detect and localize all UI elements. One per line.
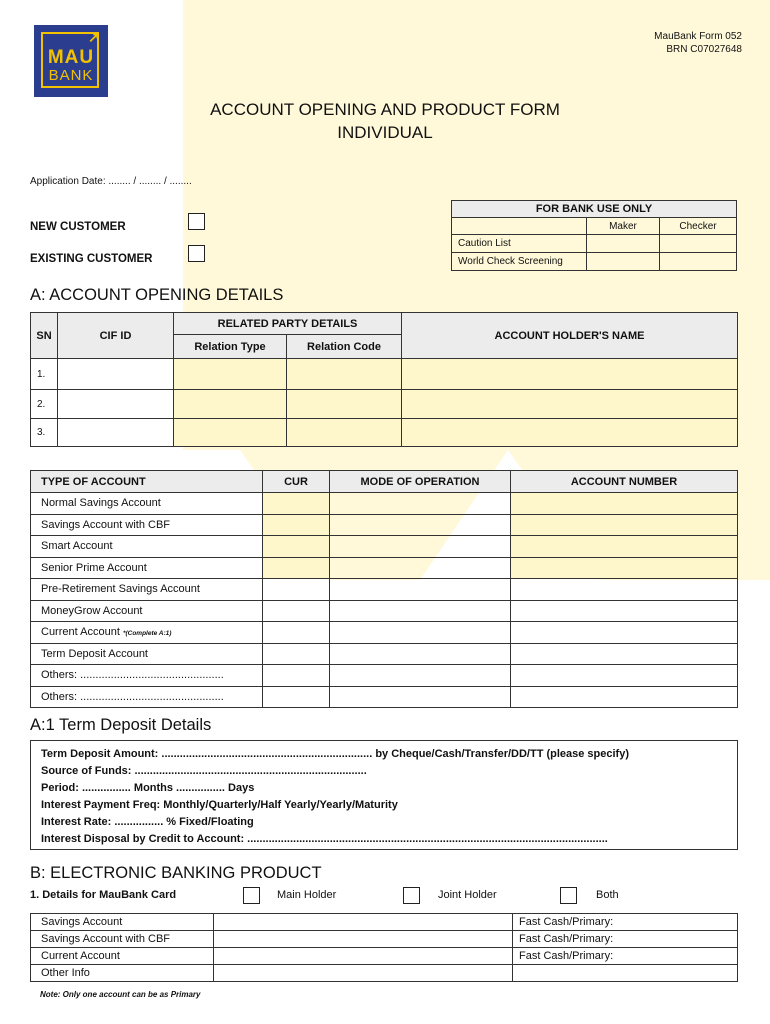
table-row: Savings Account with CBF Fast Cash/Primary: (31, 931, 738, 948)
term-deposit-box (30, 740, 738, 850)
table-row: Senior Prime Account (31, 557, 738, 579)
table-row: Current Account Fast Cash/Primary: (31, 948, 738, 965)
holder-name-header: ACCOUNT HOLDER'S NAME (402, 313, 738, 359)
table-row: Other Info (31, 965, 738, 982)
table-row: Normal Savings Account (31, 493, 738, 515)
worldcheck-checker-cell[interactable] (660, 253, 737, 271)
holder-name-cell[interactable] (402, 359, 738, 390)
td-source-field[interactable]: Source of Funds: ............................................................................ (41, 765, 367, 777)
form-number: MauBank Form 052 BRN C07027648 (654, 31, 742, 55)
td-interest-freq-field[interactable]: Interest Payment Freq: Monthly/Quarterly/Half Yearly/Yearly/Maturity (41, 799, 398, 811)
maker-header: Maker (587, 218, 660, 235)
relation-type-cell[interactable] (174, 359, 287, 390)
joint-holder-label: Joint Holder (438, 889, 497, 901)
both-checkbox[interactable] (560, 887, 577, 904)
table-row: Others: ............................................... (31, 686, 738, 708)
bank-use-title: FOR BANK USE ONLY (452, 201, 737, 218)
new-customer-checkbox[interactable] (188, 213, 205, 230)
current-account-label: Current Account (41, 626, 120, 639)
table-row (31, 622, 738, 644)
section-b-title: B: ELECTRONIC BANKING PRODUCT (30, 864, 322, 882)
relation-type-cell[interactable] (174, 419, 287, 447)
table-row: Others: ............................................... (31, 665, 738, 687)
table-row: Term Deposit Account (31, 643, 738, 665)
section-a-title: A: ACCOUNT OPENING DETAILS (30, 286, 284, 304)
bank-use-table (451, 200, 737, 271)
table-row: 2. (31, 390, 738, 419)
card-details-label: 1. Details for MauBank Card (30, 889, 177, 901)
both-label: Both (596, 889, 619, 901)
table-row: Pre-Retirement Savings Account (31, 579, 738, 601)
relation-type-cell[interactable] (174, 390, 287, 419)
card-accounts-table (30, 913, 738, 982)
existing-customer-checkbox[interactable] (188, 245, 205, 262)
cur-header: CUR (263, 471, 330, 493)
relation-code-header: Relation Code (287, 335, 402, 359)
page-title: ACCOUNT OPENING AND PRODUCT FORM INDIVIDUAL (210, 100, 560, 142)
main-holder-label: Main Holder (277, 889, 337, 901)
checker-header: Checker (660, 218, 737, 235)
related-party-header: RELATED PARTY DETAILS (174, 313, 402, 335)
cif-cell[interactable] (58, 359, 174, 390)
td-interest-rate-field[interactable]: Interest Rate: ................ % Fixed/Floating (41, 816, 254, 828)
td-amount-field[interactable]: Term Deposit Amount: ..................................................................... by Cheque/Cash/Transfer/DD/TT (please specify) (41, 748, 630, 760)
mode-header: MODE OF OPERATION (330, 471, 511, 493)
cif-header: CIF ID (58, 313, 174, 359)
existing-customer-label: EXISTING CUSTOMER (30, 253, 153, 265)
account-opening-table (30, 312, 738, 447)
relation-code-cell[interactable] (287, 390, 402, 419)
current-account-note: *(Complete A:1) (122, 630, 172, 638)
relation-code-cell[interactable] (287, 419, 402, 447)
section-a1-title: A:1 Term Deposit Details (30, 716, 212, 734)
worldcheck-maker-cell[interactable] (587, 253, 660, 271)
primary-note: Note: Only one account can be as Primary (40, 990, 201, 999)
joint-holder-checkbox[interactable] (403, 887, 420, 904)
maubank-logo: ↗ MAU BANK (34, 25, 108, 97)
table-row: 1. (31, 359, 738, 390)
caution-maker-cell[interactable] (587, 235, 660, 253)
table-row: Savings Account with CBF (31, 514, 738, 536)
sn-header: SN (31, 313, 58, 359)
holder-name-cell[interactable] (402, 390, 738, 419)
td-interest-disposal-field[interactable]: Interest Disposal by Credit to Account: ...................................................................................................................... (41, 833, 608, 845)
caution-checker-cell[interactable] (660, 235, 737, 253)
account-type-table (30, 470, 738, 708)
table-row: MoneyGrow Account (31, 600, 738, 622)
relation-code-cell[interactable] (287, 359, 402, 390)
main-holder-checkbox[interactable] (243, 887, 260, 904)
cif-cell[interactable] (58, 419, 174, 447)
application-date-field[interactable]: Application Date: ........ / ........ / ........ (30, 176, 192, 187)
type-header: TYPE OF ACCOUNT (31, 471, 263, 493)
world-check-label: World Check Screening (452, 253, 587, 271)
cif-cell[interactable] (58, 390, 174, 419)
table-row: 3. (31, 419, 738, 447)
holder-name-cell[interactable] (402, 419, 738, 447)
relation-type-header: Relation Type (174, 335, 287, 359)
caution-list-label: Caution List (452, 235, 587, 253)
new-customer-label: NEW CUSTOMER (30, 221, 126, 233)
number-header: ACCOUNT NUMBER (511, 471, 738, 493)
table-row: Smart Account (31, 536, 738, 558)
td-period-field[interactable]: Period: ................ Months ................ Days (41, 782, 255, 794)
table-row: Savings Account Fast Cash/Primary: (31, 914, 738, 931)
